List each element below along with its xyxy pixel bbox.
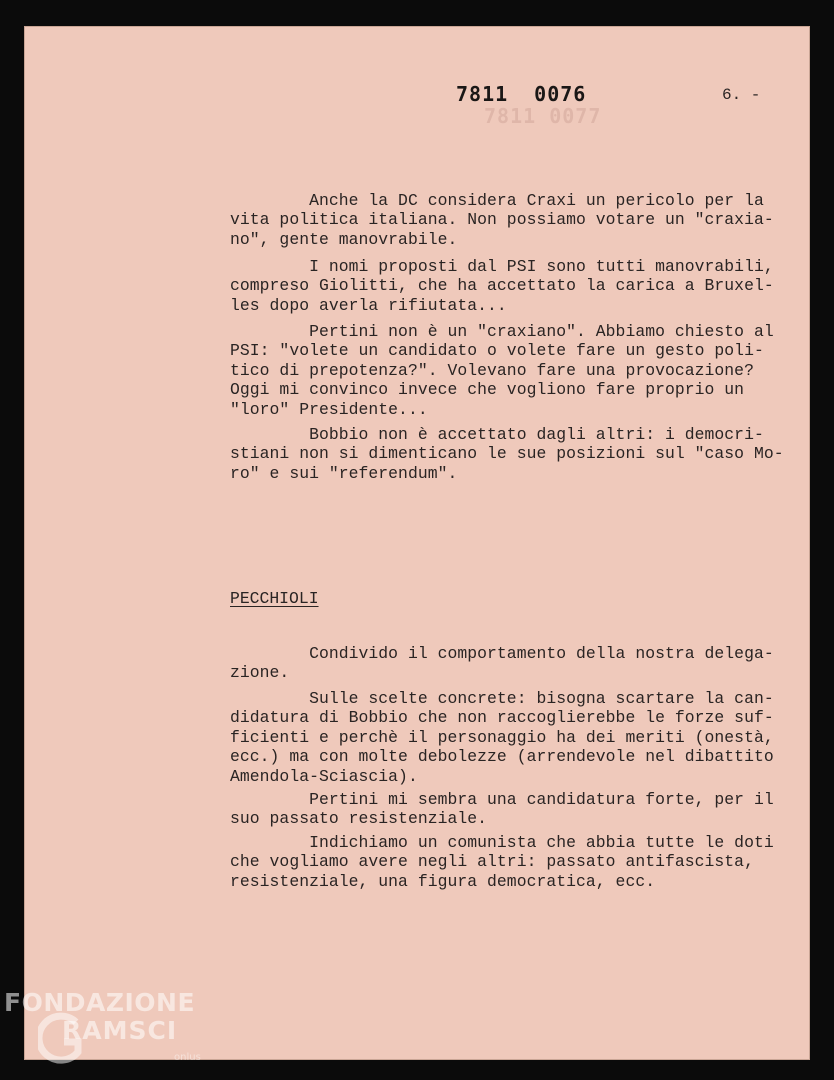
paragraph-dc-craxi: Anche la DC considera Craxi un pericolo per la vita politica italiana. Non possiamo votare un "craxia- no", gente manovrabile. bbox=[230, 191, 774, 249]
speaker-heading: PECCHIOLI bbox=[230, 589, 319, 608]
show-through-doc-number: 7811 0077 bbox=[484, 104, 602, 128]
watermark-line1: FONDAZIONE bbox=[4, 988, 196, 1017]
page-number: 6. - bbox=[722, 86, 761, 104]
fondazione-gramsci-watermark bbox=[4, 988, 204, 1078]
typewritten-page bbox=[24, 26, 810, 1060]
watermark-line2: RAMSCI bbox=[62, 1016, 178, 1045]
paragraph-bobbio: Bobbio non è accettato dagli altri: i democri- stiani non si dimenticano le sue posizioni sul "caso Mo- ro" e sui "referendum". bbox=[230, 425, 784, 483]
archive-doc-number bbox=[456, 82, 586, 106]
paragraph-concrete-choices: Sulle scelte concrete: bisogna scartare la can- didatura di Bobbio che non raccoglierebbe le forze suf- ficienti e perchè il personaggio ha dei meriti (onestà, ecc.) ma con molte debolezze (arrendevole nel dibattito Amendola-Sciascia). bbox=[230, 689, 774, 786]
paragraph-psi-names: I nomi proposti dal PSI sono tutti manovrabili, compreso Giolitti, che ha accettato la carica a Bruxel- les dopo averla rifiutata... bbox=[230, 257, 774, 315]
watermark-sub: onlus bbox=[174, 1052, 201, 1063]
paragraph-delegation: Condivido il comportamento della nostra delega- zione. bbox=[230, 644, 774, 683]
paragraph-pertini: Pertini non è un "craxiano". Abbiamo chiesto al PSI: "volete un candidato o volete fare un gesto poli- tico di prepotenza?". Volevano fare una provocazione? Oggi mi convinco invece che vogliono fare proprio un "loro" Presidente... bbox=[230, 322, 774, 419]
paragraph-pertini-strong: Pertini mi sembra una candidatura forte, per il suo passato resistenziale. bbox=[230, 790, 774, 829]
doc-number-right: 0076 bbox=[534, 82, 587, 106]
paragraph-communist-candidate: Indichiamo un comunista che abbia tutte le doti che vogliamo avere negli altri: passato antifascista, resistenziale, una figura democratica, ecc. bbox=[230, 833, 774, 891]
doc-number-left: 7811 bbox=[456, 82, 509, 106]
